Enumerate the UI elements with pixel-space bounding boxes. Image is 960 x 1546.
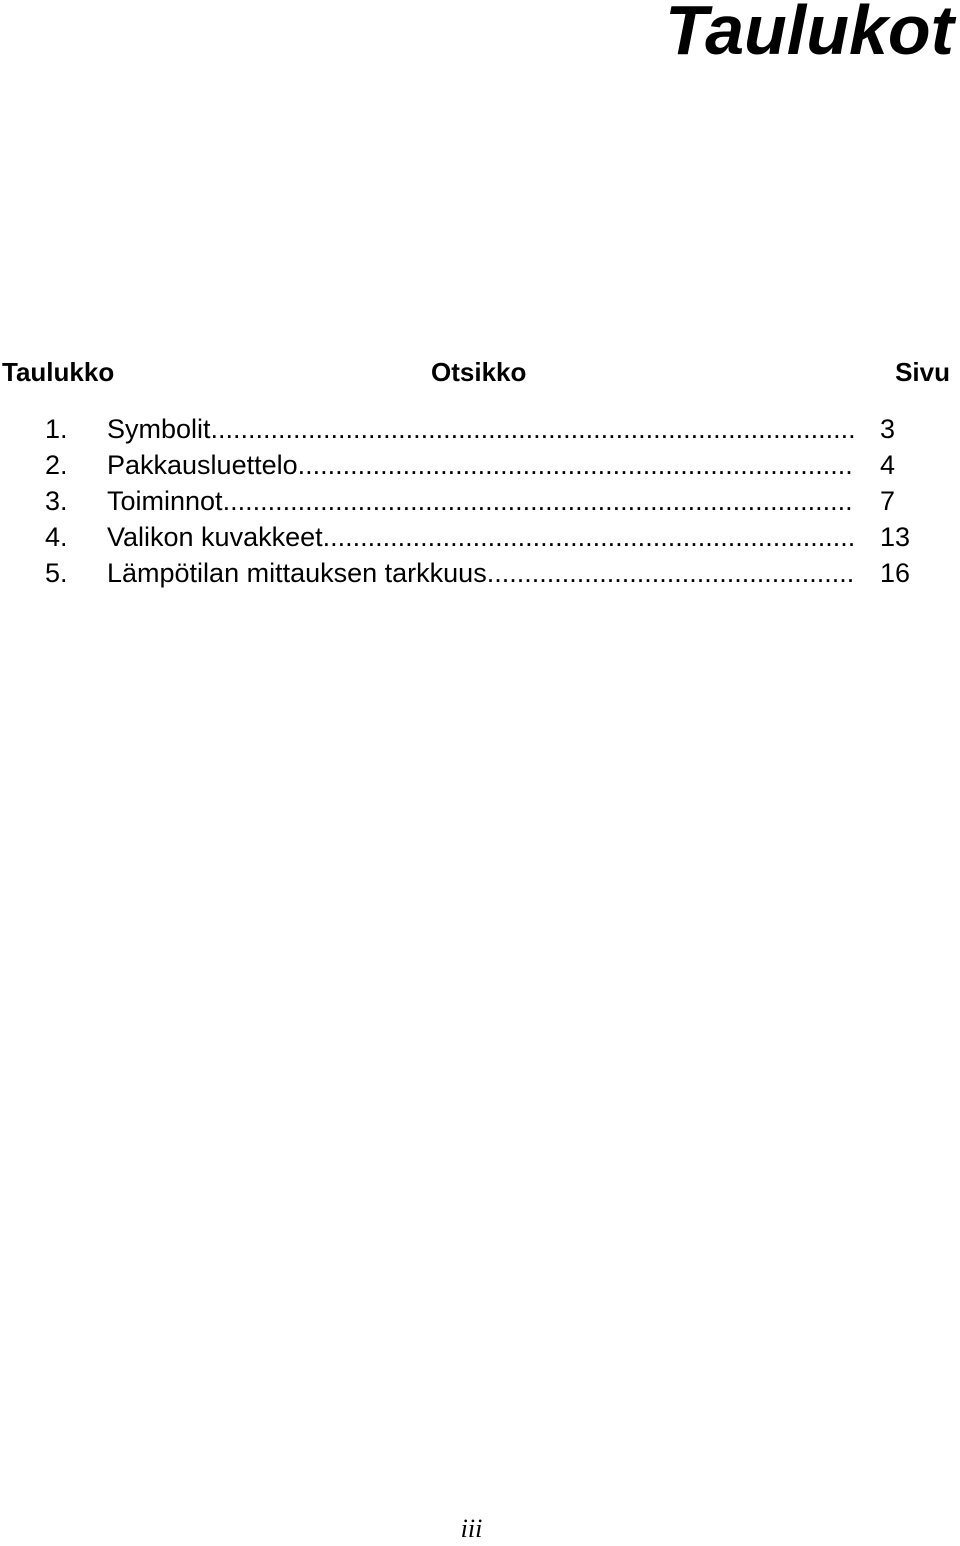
dot-leader: ...................................................................................... [210,414,856,444]
entry-number: 4. [45,522,68,552]
entry-title: Toiminnot [107,486,223,516]
page-number: iii [460,1514,483,1543]
entry-title-with-leader [107,519,863,555]
dot-leader: .................................................................................... [222,486,853,516]
entry-title: Valikon kuvakkeet [107,522,323,552]
list-item[interactable] [0,555,960,591]
entry-title-with-leader [107,483,863,519]
dot-leader: ................................................. [486,558,855,588]
entry-title-with-leader [107,447,863,483]
entry-number: 5. [45,558,68,588]
column-header-title: Otsikko [431,357,527,387]
entry-page: 7 [880,486,896,516]
entry-page: 16 [880,558,911,588]
column-header-table: Taulukko [2,357,115,387]
entry-title-with-leader [107,555,863,591]
entry-page: 3 [880,414,896,444]
entry-page: 4 [880,450,896,480]
dot-leader: .......................................................................... [297,450,853,480]
column-header-page: Sivu [895,357,950,387]
page-title: Taulukot [664,0,954,69]
entry-number: 1. [45,414,68,444]
list-item[interactable] [0,411,960,447]
entry-title: Lämpötilan mittauksen tarkkuus [107,558,487,588]
entry-number: 3. [45,486,68,516]
entry-title: Pakkausluettelo [107,450,298,480]
table-of-tables-header [0,354,960,390]
entry-title: Symbolit [107,414,211,444]
entry-number: 2. [45,450,68,480]
entry-page: 13 [880,522,911,552]
list-item[interactable] [0,483,960,519]
dot-leader: ....................................................................... [322,522,856,552]
list-item[interactable] [0,519,960,555]
entry-title-with-leader [107,411,863,447]
list-item[interactable] [0,447,960,483]
table-of-tables-list [0,411,960,591]
